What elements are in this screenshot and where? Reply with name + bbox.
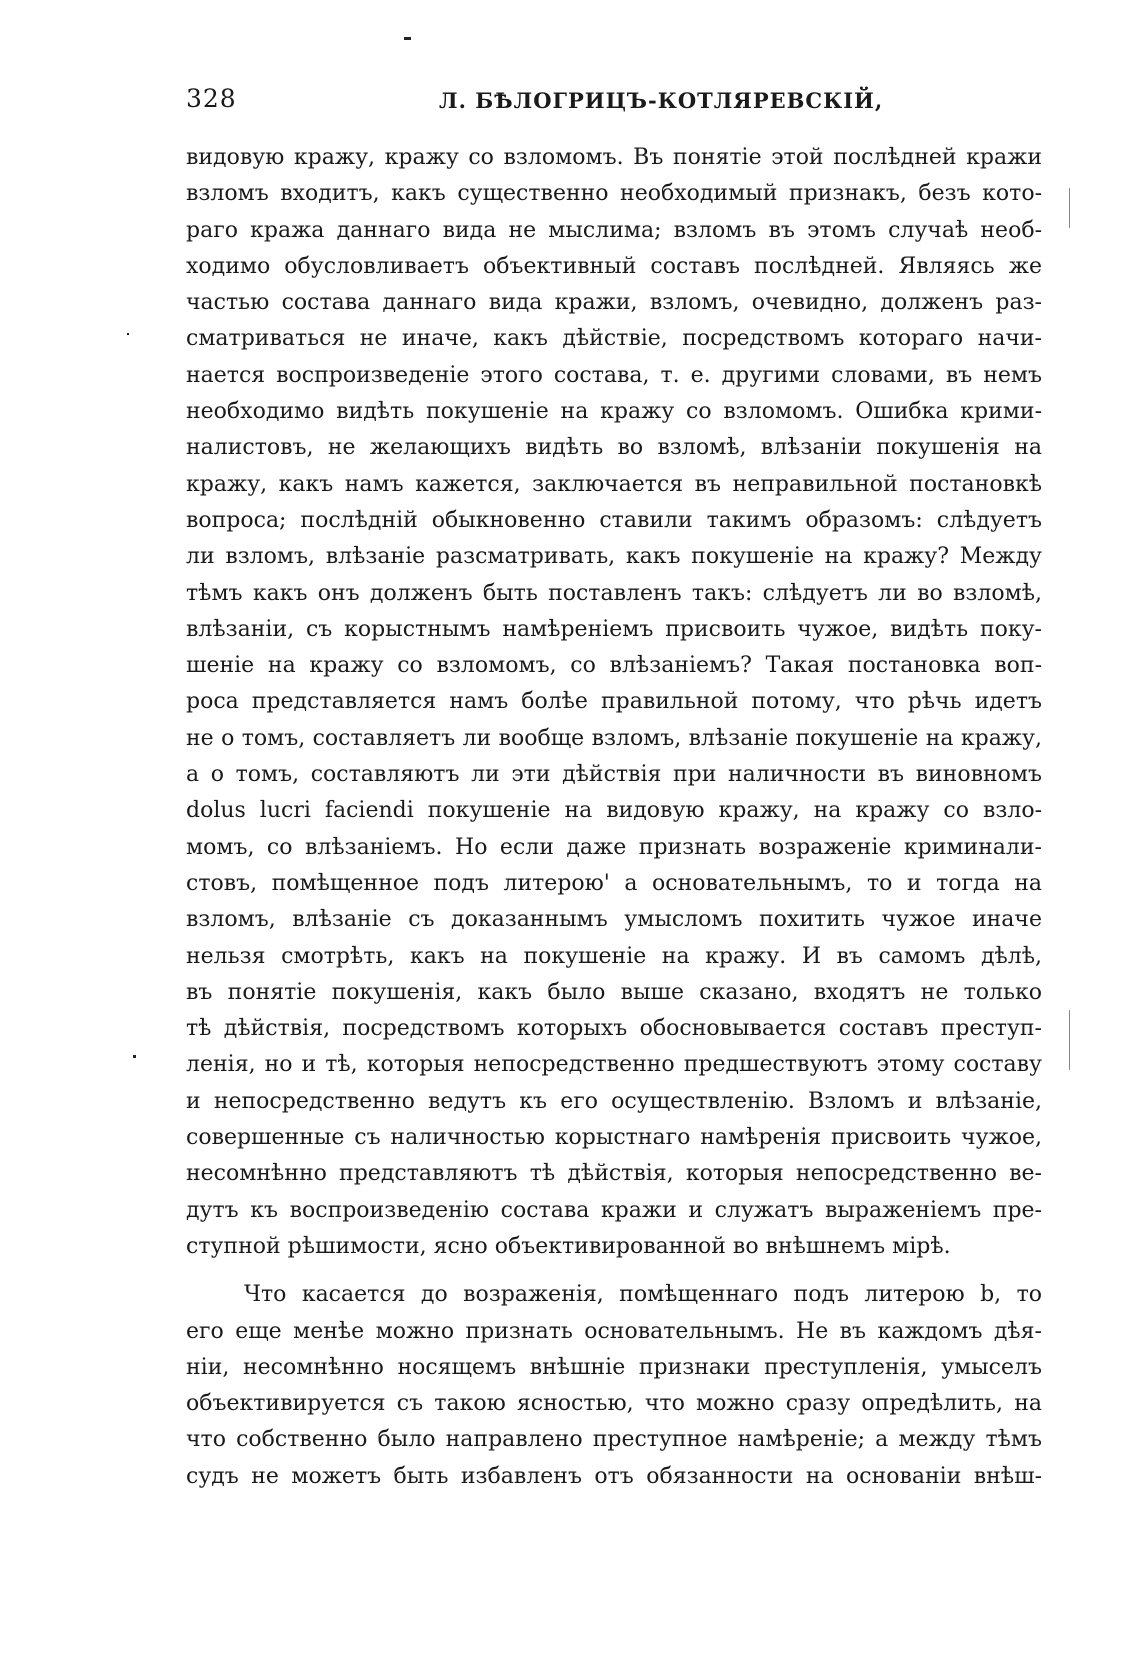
text-line: совершенные съ наличностью корыстнаго намѣренія присвоить чужое,	[186, 1125, 1042, 1151]
text-line: ходимо обусловливаетъ объективный составъ послѣдней. Являясь же	[186, 253, 1042, 279]
text-line: ніи, несомнѣнно носящемъ внѣшніе признаки преступленія, умыселъ	[186, 1354, 1042, 1380]
text-line: Что касается до возраженія, помѣщеннаго подъ литерою b, то	[244, 1282, 1042, 1308]
text-line: частью состава даннаго вида кражи, взломъ, очевидно, долженъ раз-	[186, 290, 1042, 316]
text-line: тѣ дѣйствія, посредствомъ которыхъ обосновывается составъ преступ-	[186, 1016, 1042, 1042]
text-line: нельзя смотрѣть, какъ на покушеніе на кражу. И въ самомъ дѣлѣ,	[186, 943, 1042, 969]
text-line: его еще менѣе можно признать основательнымъ. Не въ каждомъ дѣя-	[186, 1318, 1042, 1344]
scan-speck	[404, 37, 411, 40]
text-line: ленія, но и тѣ, которыя непосредственно предшествуютъ этому составу	[186, 1052, 1042, 1078]
paragraph-1	[186, 140, 1042, 1265]
text-line: дутъ къ воспроизведенію состава кражи и служатъ выраженіемъ пре-	[186, 1197, 1042, 1223]
text-line: видовую кражу, кражу со взломомъ. Въ понятіе этой послѣдней кражи	[186, 145, 1042, 170]
text-line: влѣзаніи, съ корыстнымъ намѣреніемъ присвоить чужое, видѣть поку-	[186, 616, 1042, 642]
text-line: необходимо видѣть покушеніе на кражу со взломомъ. Ошибка крими-	[186, 399, 1042, 425]
paragraph-2	[186, 1277, 1042, 1495]
text-line: сматриваться не иначе, какъ дѣйствіе, посредствомъ котораго начи-	[186, 326, 1042, 352]
text-line: вопроса; послѣдній обыкновенно ставили такимъ образомъ: слѣдуетъ	[186, 507, 1042, 533]
scan-edge-mark	[1069, 1010, 1070, 1070]
text-line: не о томъ, составляетъ ли вообще взломъ, влѣзаніе покушеніе на кражу,	[186, 725, 1042, 751]
text-line: ли взломъ, влѣзаніе разсматривать, какъ покушеніе на кражу? Между	[186, 544, 1042, 570]
text-line: объективируется съ такою ясностью, что можно сразу опредѣлить, на	[186, 1391, 1042, 1417]
page-header	[186, 78, 1042, 118]
text-line: шеніе на кражу со взломомъ, со влѣзаніемъ? Такая постановка воп-	[186, 653, 1042, 679]
text-line: раго кража даннаго вида не мыслима; взломъ въ этомъ случаѣ необ-	[186, 217, 1042, 243]
text-line: судъ не можетъ быть избавленъ отъ обязанности на основаніи внѣш-	[186, 1463, 1042, 1489]
scan-speck	[133, 1055, 136, 1058]
text-line: стовъ, помѣщенное подъ литерою' а основательнымъ, то и тогда на	[186, 870, 1042, 896]
text-line: взломъ входитъ, какъ существенно необходимый признакъ, безъ кото-	[186, 181, 1042, 207]
text-line: а о томъ, составляютъ ли эти дѣйствія при наличности въ виновномъ	[186, 762, 1042, 788]
text-line: взломъ, влѣзаніе съ доказаннымъ умысломъ похитить чужое иначе	[186, 907, 1042, 933]
text-line: налистовъ, не желающихъ видѣть во взломѣ, влѣзаніи покушенія на	[186, 435, 1042, 461]
scan-edge-mark	[1069, 188, 1070, 228]
text-line: тѣмъ какъ онъ долженъ быть поставленъ такъ: слѣдуетъ ли во взломѣ,	[186, 580, 1042, 606]
running-head: Л. БѢЛОГРИЦЪ-КОТЛЯРЕВСКІЙ,	[439, 88, 884, 113]
scan-speck	[127, 333, 129, 335]
paragraph-gap	[186, 1265, 1042, 1277]
text-line: нается воспроизведеніе этого состава, т. е. другими словами, въ немъ	[186, 362, 1042, 388]
text-line: момъ, со влѣзаніемъ. Но если даже признать возраженіе криминали-	[186, 834, 1042, 860]
text-line: несомнѣнно представляютъ тѣ дѣйствія, которыя непосредственно ве-	[186, 1161, 1042, 1187]
text-line: dolus lucri faciendi покушеніе на видовую кражу, на кражу со взло-	[186, 798, 1042, 824]
text-line: ступной рѣшимости, ясно объективированной во внѣшнемъ мірѣ.	[186, 1233, 951, 1259]
body-text	[186, 140, 1042, 1495]
text-line: кражу, какъ намъ кажется, заключается въ неправильной постановкѣ	[186, 471, 1042, 497]
text-line: въ понятіе покушенія, какъ было выше сказано, входятъ не только	[186, 979, 1042, 1005]
page-number: 328	[186, 84, 237, 113]
text-line: что собственно было направлено преступное намѣреніе; а между тѣмъ	[186, 1427, 1042, 1453]
text-line: роса представляется намъ болѣе правильной потому, что рѣчь идетъ	[186, 689, 1042, 715]
text-line: и непосредственно ведутъ къ его осуществленію. Взломъ и влѣзаніе,	[186, 1088, 1042, 1114]
